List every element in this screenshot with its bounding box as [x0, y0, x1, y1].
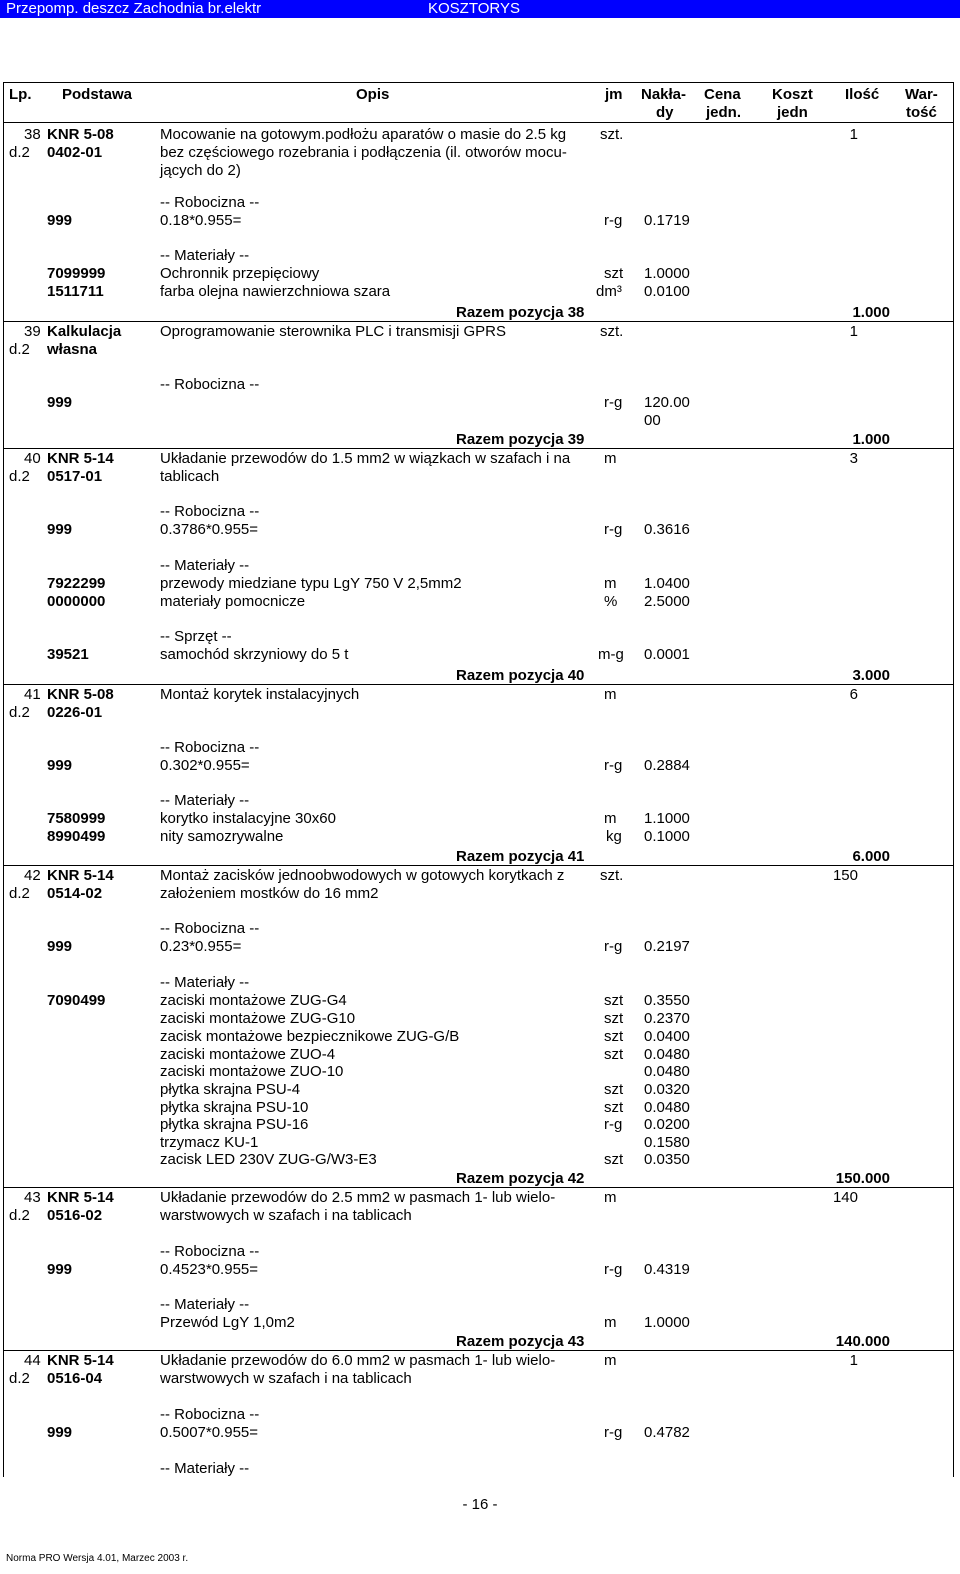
resource-norm: 0.1719 [644, 212, 690, 229]
resource-norm: 0.3616 [644, 521, 690, 538]
document-title: Przepomp. deszcz Zachodnia br.elektr [6, 0, 262, 17]
resource-unit: szt [604, 265, 624, 282]
resource-norm: 0.2370 [644, 1010, 690, 1027]
position-sub: d.2 [9, 704, 30, 721]
position-total: 150.000 [835, 1170, 890, 1187]
resource-norm: 1.0000 [644, 1314, 690, 1331]
resource-desc: samochód skrzyniowy do 5 t [160, 646, 349, 663]
resource-desc: 0.3786*0.955= [160, 521, 259, 538]
position-desc-line: Układanie przewodów do 1.5 mm2 w wiązkach w szafach i na [160, 450, 571, 467]
position-quantity: 6 [849, 686, 858, 703]
position-total: 3.000 [852, 667, 890, 684]
resource-code: 7922299 [47, 575, 106, 592]
resource-code: 999 [47, 212, 73, 229]
resource-group-label: -- Robocizna -- [160, 194, 260, 211]
resource-norm: 0.0320 [644, 1081, 690, 1098]
resource-desc: płytka skrajna PSU-16 [160, 1116, 309, 1133]
resource-desc: zacisk LED 230V ZUG-G/W3-E3 [160, 1151, 377, 1168]
resource-norm: 0.0400 [644, 1028, 690, 1045]
resource-code: 999 [47, 1261, 73, 1278]
position-base-code: własna [47, 341, 98, 358]
position-sub: d.2 [9, 1370, 30, 1387]
header-base: Podstawa [62, 86, 133, 103]
resource-norm: 0.1580 [644, 1134, 690, 1151]
resource-code: 999 [47, 521, 73, 538]
resource-desc: 0.5007*0.955= [160, 1424, 259, 1441]
position-quantity: 150 [832, 867, 858, 884]
resource-unit: % [604, 593, 618, 610]
resource-unit: r-g [604, 394, 623, 411]
title-bar [0, 0, 960, 18]
position-total-label: Razem pozycja 43 [456, 1333, 585, 1350]
resource-norm: 0.0480 [644, 1063, 690, 1080]
resource-code: 7099999 [47, 265, 106, 282]
resource-code: 999 [47, 938, 73, 955]
resource-norm: 0.0480 [644, 1099, 690, 1116]
resource-unit: m [604, 575, 617, 592]
header-lp: Lp. [9, 86, 32, 103]
resource-unit: r-g [604, 1261, 623, 1278]
resource-unit: r-g [604, 938, 623, 955]
resource-desc: farba olejna nawierzchniowa szara [160, 283, 391, 300]
position-unit: m [604, 686, 617, 703]
header-price-2: jedn. [706, 104, 742, 121]
resource-desc: 0.302*0.955= [160, 757, 250, 774]
position-number: 43 [24, 1189, 41, 1206]
header-value-2: tość [906, 104, 937, 121]
resource-group-label: -- Materiały -- [160, 974, 250, 991]
position-desc-line: założeniem mostków do 16 mm2 [160, 885, 379, 902]
resource-unit: m [604, 810, 617, 827]
resource-norm: 0.1000 [644, 828, 690, 845]
position-total: 1.000 [852, 304, 890, 321]
resource-code: 7580999 [47, 810, 106, 827]
header-unit: jm [605, 86, 623, 103]
resource-group-label: -- Robocizna -- [160, 920, 260, 937]
row-separator [3, 1350, 954, 1351]
page-number: - 16 - [462, 1496, 498, 1513]
resource-group-label: -- Robocizna -- [160, 503, 260, 520]
resource-desc: korytko instalacyjne 30x60 [160, 810, 336, 827]
position-number: 42 [24, 867, 41, 884]
resource-unit: dm³ [596, 283, 622, 300]
table-border-top [3, 82, 954, 83]
resource-code: 999 [47, 1424, 73, 1441]
resource-group-label: -- Materiały -- [160, 557, 250, 574]
resource-unit: r-g [604, 757, 623, 774]
position-number: 44 [24, 1352, 41, 1369]
header-cost-1: Koszt [772, 86, 813, 103]
position-unit: m [604, 450, 617, 467]
resource-unit: r-g [604, 521, 623, 538]
position-unit: m [604, 1189, 617, 1206]
resource-group-label: -- Materiały -- [160, 792, 250, 809]
header-value-1: War- [905, 86, 938, 103]
position-sub: d.2 [9, 144, 30, 161]
resource-desc: zaciski montażowe ZUO-4 [160, 1046, 336, 1063]
position-total: 1.000 [852, 431, 890, 448]
position-desc-line: Układanie przewodów do 6.0 mm2 w pasmach 1- lub wielo- [160, 1352, 556, 1369]
resource-group-label: -- Robocizna -- [160, 739, 260, 756]
position-base: Kalkulacja [47, 323, 122, 340]
resource-norm: 0.0350 [644, 1151, 690, 1168]
position-base-code: 0514-02 [47, 885, 103, 902]
resource-code: 0000000 [47, 593, 106, 610]
resource-code: 8990499 [47, 828, 106, 845]
position-unit: m [604, 1352, 617, 1369]
resource-norm: 1.1000 [644, 810, 690, 827]
position-desc-line: Oprogramowanie sterownika PLC i transmisji GPRS [160, 323, 506, 340]
position-desc-line: Montaż korytek instalacyjnych [160, 686, 360, 703]
resource-group-label: -- Materiały -- [160, 247, 250, 264]
position-unit: szt. [600, 126, 624, 143]
resource-desc: 0.23*0.955= [160, 938, 242, 955]
resource-code: 1511711 [47, 283, 104, 300]
resource-unit: m [604, 1314, 617, 1331]
position-quantity: 1 [849, 126, 858, 143]
resource-desc: Ochronnik przepięciowy [160, 265, 320, 282]
resource-norm: 0.2197 [644, 938, 690, 955]
position-total-label: Razem pozycja 42 [456, 1170, 585, 1187]
position-total-label: Razem pozycja 41 [456, 848, 585, 865]
resource-code: 7090499 [47, 992, 106, 1009]
position-total: 140.000 [835, 1333, 890, 1350]
position-quantity: 3 [849, 450, 858, 467]
resource-desc: 0.18*0.955= [160, 212, 242, 229]
resource-desc: materiały pomocnicze [160, 593, 306, 610]
position-desc-line: Mocowanie na gotowym.podłożu aparatów o masie do 2.5 kg [160, 126, 567, 143]
header-separator [3, 122, 954, 123]
resource-desc: zacisk montażowe bezpiecznikowe ZUG-G/B [160, 1028, 460, 1045]
position-number: 38 [24, 126, 41, 143]
resource-group-label: -- Materiały -- [160, 1296, 250, 1313]
resource-unit: kg [606, 828, 622, 845]
resource-norm: 0.2884 [644, 757, 690, 774]
resource-norm: 0.0100 [644, 283, 690, 300]
position-desc-line: bez częściowego rozebrania i podłączenia (il. otworów mocu- [160, 144, 567, 161]
resource-norm: 0.4782 [644, 1424, 690, 1441]
resource-desc: zaciski montażowe ZUO-10 [160, 1063, 344, 1080]
position-base: KNR 5-14 [47, 1189, 114, 1206]
position-total-label: Razem pozycja 38 [456, 304, 585, 321]
table-border-right [953, 82, 954, 1477]
resource-norm: 1.0400 [644, 575, 690, 592]
header-quantity: Ilość [845, 86, 880, 103]
header-description: Opis [356, 86, 390, 103]
resource-desc: 0.4523*0.955= [160, 1261, 259, 1278]
resource-desc: zaciski montażowe ZUG-G4 [160, 992, 347, 1009]
resource-unit: r-g [604, 212, 623, 229]
row-separator [3, 448, 954, 449]
resource-unit: r-g [604, 1116, 623, 1133]
resource-norm: 120.00 [644, 394, 690, 411]
resource-norm: 2.5000 [644, 593, 690, 610]
position-base-code: 0516-02 [47, 1207, 103, 1224]
position-desc-line: warstwowych w szafach i na tablicach [160, 1370, 412, 1387]
resource-unit: szt [604, 1046, 624, 1063]
resource-group-label: -- Materiały -- [160, 1460, 250, 1477]
position-unit: szt. [600, 867, 624, 884]
resource-norm: 0.3550 [644, 992, 690, 1009]
resource-unit: szt [604, 1151, 624, 1168]
position-base-code: 0517-01 [47, 468, 103, 485]
position-total-label: Razem pozycja 40 [456, 667, 585, 684]
resource-code: 999 [47, 757, 73, 774]
position-base-code: 0516-04 [47, 1370, 103, 1387]
resource-norm: 0.0480 [644, 1046, 690, 1063]
table-border-left [3, 82, 4, 1477]
resource-code: 39521 [47, 646, 89, 663]
position-total-label: Razem pozycja 39 [456, 431, 585, 448]
row-separator [3, 865, 954, 866]
resource-unit: r-g [604, 1424, 623, 1441]
header-norm-2: dy [656, 104, 674, 121]
resource-unit: m-g [598, 646, 624, 663]
position-base: KNR 5-08 [47, 126, 114, 143]
position-desc-line: Montaż zacisków jednoobwodowych w gotowych korytkach z [160, 867, 565, 884]
position-desc-line: jących do 2) [160, 162, 241, 179]
row-separator [3, 1187, 954, 1188]
resource-code: 999 [47, 394, 73, 411]
position-total: 6.000 [852, 848, 890, 865]
resource-desc: zaciski montażowe ZUG-G10 [160, 1010, 356, 1027]
header-cost-2: jedn [777, 104, 808, 121]
position-sub: d.2 [9, 885, 30, 902]
resource-unit: szt [604, 1028, 624, 1045]
position-base: KNR 5-08 [47, 686, 114, 703]
resource-norm: 0.0200 [644, 1116, 690, 1133]
position-base: KNR 5-14 [47, 867, 114, 884]
resource-desc: nity samozrywalne [160, 828, 284, 845]
resource-desc: płytka skrajna PSU-4 [160, 1081, 301, 1098]
resource-norm: 0.4319 [644, 1261, 690, 1278]
software-footer: Norma PRO Wersja 4.01, Marzec 2003 r. [6, 1553, 189, 1564]
resource-desc: Przewód LgY 1,0m2 [160, 1314, 295, 1331]
position-desc-line: warstwowych w szafach i na tablicach [160, 1207, 412, 1224]
position-desc-line: tablicach [160, 468, 220, 485]
resource-norm: 1.0000 [644, 265, 690, 282]
resource-group-label: -- Robocizna -- [160, 1243, 260, 1260]
position-quantity: 140 [832, 1189, 858, 1206]
resource-desc: przewody miedziane typu LgY 750 V 2,5mm2 [160, 575, 462, 592]
position-desc-line: Układanie przewodów do 2.5 mm2 w pasmach 1- lub wielo- [160, 1189, 556, 1206]
position-base-code: 0402-01 [47, 144, 103, 161]
resource-norm: 0.0001 [644, 646, 690, 663]
document-type: KOSZTORYS [428, 0, 520, 17]
resource-unit: szt [604, 1010, 624, 1027]
resource-unit: szt [604, 992, 624, 1009]
resource-desc: płytka skrajna PSU-10 [160, 1099, 309, 1116]
position-sub: d.2 [9, 1207, 30, 1224]
resource-unit: szt [604, 1081, 624, 1098]
position-quantity: 1 [849, 323, 858, 340]
position-number: 40 [24, 450, 41, 467]
header-norm-1: Nakła- [641, 86, 687, 103]
position-quantity: 1 [849, 1352, 858, 1369]
resource-unit: szt [604, 1099, 624, 1116]
header-price-1: Cena [704, 86, 741, 103]
resource-desc: trzymacz KU-1 [160, 1134, 259, 1151]
position-unit: szt. [600, 323, 624, 340]
row-separator [3, 684, 954, 685]
position-base: KNR 5-14 [47, 1352, 114, 1369]
resource-group-label: -- Robocizna -- [160, 376, 260, 393]
position-sub: d.2 [9, 468, 30, 485]
position-base: KNR 5-14 [47, 450, 114, 467]
resource-group-label: -- Robocizna -- [160, 1406, 260, 1423]
position-number: 39 [24, 323, 41, 340]
position-base-code: 0226-01 [47, 704, 103, 721]
resource-group-label: -- Sprzęt -- [160, 628, 232, 645]
resource-norm-cont: 00 [644, 412, 661, 429]
position-number: 41 [24, 686, 41, 703]
row-separator [3, 321, 954, 322]
position-sub: d.2 [9, 341, 30, 358]
